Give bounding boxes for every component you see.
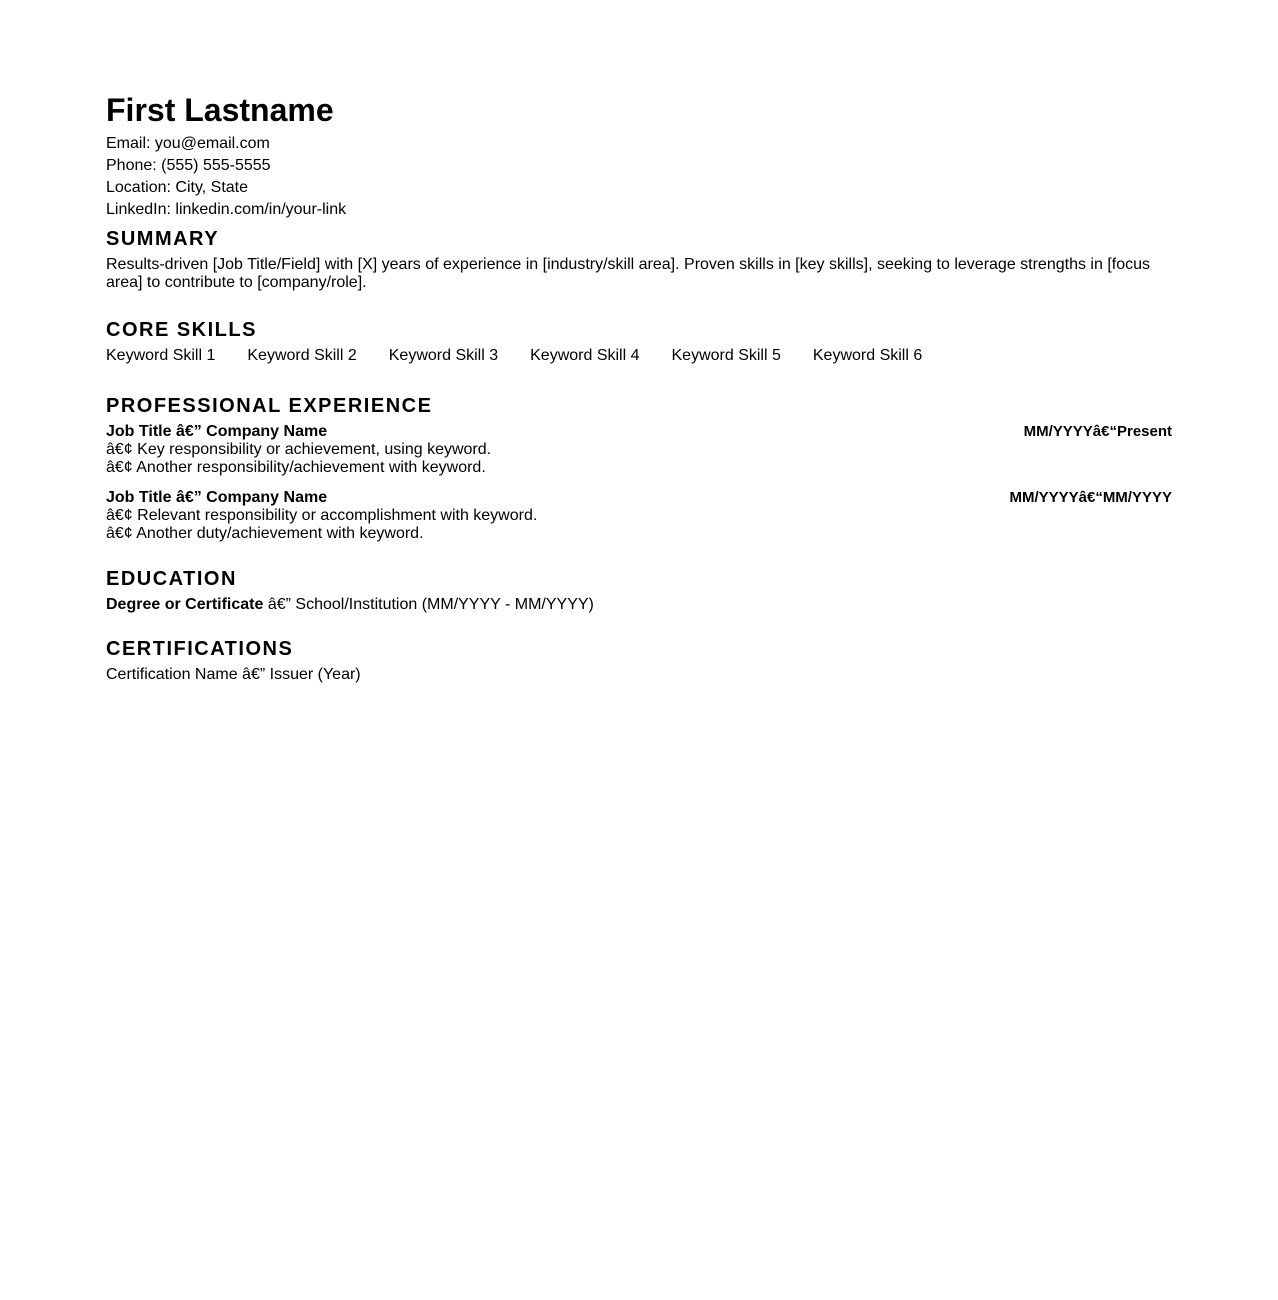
job-entry bbox=[106, 489, 1172, 543]
job-bullet: â€¢ Relevant responsibility or accomplishment with keyword. bbox=[106, 507, 538, 524]
job-header bbox=[106, 489, 1172, 507]
job-bullet: â€¢ Another duty/achievement with keyword. bbox=[106, 525, 424, 542]
job-entry bbox=[106, 423, 1172, 477]
skill-item: Keyword Skill 6 bbox=[812, 347, 923, 364]
skill-item: Keyword Skill 2 bbox=[247, 347, 357, 364]
job-header bbox=[106, 423, 1172, 441]
job-bullet: â€¢ Another responsibility/achievement with keyword. bbox=[106, 459, 486, 476]
job-dates: MM/YYYYâ€“MM/YYYY bbox=[1009, 489, 1172, 506]
contact-block bbox=[106, 133, 1172, 221]
education-degree: Degree or Certificate bbox=[106, 596, 264, 613]
skill-item: Keyword Skill 4 bbox=[530, 347, 640, 364]
summary-text: Results-driven [Job Title/Field] with [X] years of experience in [industry/skill area]. Proven skills in [key skills], seeking to leverage strengths in [focus area] to contribute to [company/role]. bbox=[106, 256, 1150, 291]
education-detail: â€” School/Institution (MM/YYYY - MM/YYYY) bbox=[263, 596, 594, 613]
contact-phone: Phone: (555) 555-5555 bbox=[106, 157, 271, 174]
education-entry bbox=[106, 595, 1172, 615]
skill-item: Keyword Skill 1 bbox=[106, 347, 216, 364]
summary-heading: SUMMARY bbox=[106, 228, 220, 250]
skill-item: Keyword Skill 5 bbox=[671, 347, 781, 364]
contact-email: Email: you@email.com bbox=[106, 135, 270, 152]
certifications-heading: CERTIFICATIONS bbox=[106, 638, 294, 660]
job-title: Job Title â€” Company Name bbox=[106, 423, 328, 440]
experience-heading: PROFESSIONAL EXPERIENCE bbox=[106, 395, 433, 417]
skills-list bbox=[106, 346, 1172, 366]
resume-page bbox=[106, 90, 1172, 685]
skill-item: Keyword Skill 3 bbox=[388, 347, 499, 364]
certification-entry: Certification Name â€” Issuer (Year) bbox=[106, 666, 361, 683]
contact-linkedin: LinkedIn: linkedin.com/in/your-link bbox=[106, 201, 347, 218]
contact-location: Location: City, State bbox=[106, 179, 248, 196]
job-title: Job Title â€” Company Name bbox=[106, 489, 328, 506]
candidate-name: First Lastname bbox=[106, 92, 334, 128]
job-bullet: â€¢ Key responsibility or achievement, using keyword. bbox=[106, 441, 492, 458]
education-heading: EDUCATION bbox=[106, 568, 237, 590]
job-dates: MM/YYYYâ€“Present bbox=[1023, 423, 1172, 440]
skills-heading: CORE SKILLS bbox=[106, 319, 257, 341]
